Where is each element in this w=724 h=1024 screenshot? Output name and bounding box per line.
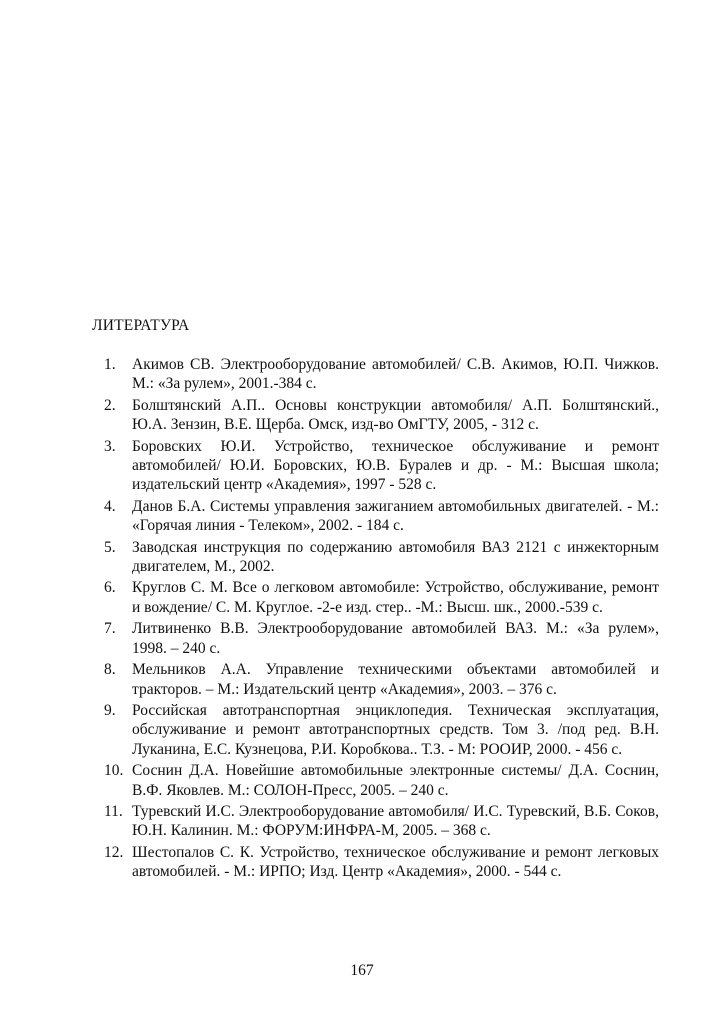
reference-number: 4. bbox=[104, 497, 116, 515]
reference-item bbox=[104, 578, 659, 617]
reference-text: Акимов СВ. Электрооборудование автомобилей/ С.В. Акимов, Ю.П. Чижков. М.: «За рулем», 2001.-384 с. bbox=[132, 356, 659, 393]
reference-item bbox=[104, 538, 659, 577]
reference-item bbox=[104, 843, 659, 882]
reference-item bbox=[104, 802, 659, 841]
reference-text: Литвиненко В.В. Электрооборудование автомобилей ВАЗ. М.: «За рулем», 1998. – 240 с. bbox=[132, 620, 659, 657]
reference-number: 2. bbox=[104, 396, 116, 414]
reference-text: Соснин Д.А. Новейшие автомобильные электронные системы/ Д.А. Соснин, В.Ф. Яковлев. М.: СОЛОН-Пресс, 2005. – 240 с. bbox=[132, 762, 659, 799]
reference-text: Туревский И.С. Электрооборудование автомобиля/ И.С. Туревский, В.Б. Соков, Ю.Н. Калинин. М.: ФОРУМ:ИНФРА-М, 2005. – 368 с. bbox=[132, 802, 659, 840]
reference-text: Данов Б.А. Системы управления зажиганием автомобильных двигателей. - М.: «Горячая линия - Телеком», 2002. - 184 с. bbox=[132, 497, 659, 535]
reference-text: Мельников А.А. Управление техническими объектами автомобилей и тракторов. – М.: Издательский центр «Академия», 2003. – 376 с. bbox=[132, 661, 659, 698]
reference-text: Российская автотранспортная энциклопедия. Техническая эксплуатация, обслуживание и ремонт автотранспортных средств. Том 3. /под ред. В.Н. Луканина, Е.С. Кузнецова, Р.И. Коробкова.. Т.З. - М: РООИР, 2000. - 456 с. bbox=[132, 701, 659, 758]
reference-number: 3. bbox=[104, 437, 116, 455]
reference-item bbox=[104, 355, 659, 394]
reference-text: Боровских Ю.И. Устройство, техническое обслуживание и ремонт автомобилей/ Ю.И. Боровских, Ю.В. Буралев и др. - М.: Высшая школа; издательский центр «Академия», 1997 - 528 с. bbox=[132, 437, 659, 494]
reference-item bbox=[104, 619, 659, 658]
reference-text: Круглов С. М. Все о легковом автомобиле: Устройство, обслуживание, ремонт и вождение/ С. М. Круглое. -2-е изд. стер.. -М.: Высш. шк., 2000.-539 с. bbox=[132, 579, 659, 616]
reference-item bbox=[104, 396, 659, 435]
reference-text: Заводская инструкция по содержанию автомобиля ВАЗ 2121 с инжекторным двигателем, М., 2002. bbox=[132, 538, 659, 576]
reference-number: 5. bbox=[104, 538, 116, 556]
reference-number: 12. bbox=[104, 843, 124, 861]
reference-item bbox=[104, 701, 659, 759]
reference-item bbox=[104, 437, 659, 495]
reference-item bbox=[104, 660, 659, 699]
reference-number: 6. bbox=[104, 579, 116, 597]
reference-text: Шестопалов С. К. Устройство, техническое обслуживание и ремонт легковых автомобилей. - М.: ИРПО; Изд. Центр «Академия», 2000. - 544 с. bbox=[132, 843, 659, 881]
reference-item bbox=[104, 761, 659, 800]
reference-text: Болштянский А.П.. Основы конструкции автомобиля/ А.П. Болштянский., Ю.А. Зензин, В.Е. Щерба. Омск, изд-во ОмГТУ, 2005, - 312 с. bbox=[132, 396, 659, 434]
section-heading: ЛИТЕРАТУРА bbox=[92, 317, 190, 334]
reference-number: 7. bbox=[104, 620, 116, 638]
reference-number: 1. bbox=[104, 356, 116, 373]
page-number: 167 bbox=[350, 962, 374, 979]
reference-number: 8. bbox=[104, 661, 116, 679]
reference-number: 11. bbox=[104, 802, 123, 820]
reference-number: 9. bbox=[104, 701, 116, 719]
reference-list bbox=[104, 355, 659, 884]
reference-number: 10. bbox=[104, 762, 124, 780]
reference-item bbox=[104, 497, 659, 536]
